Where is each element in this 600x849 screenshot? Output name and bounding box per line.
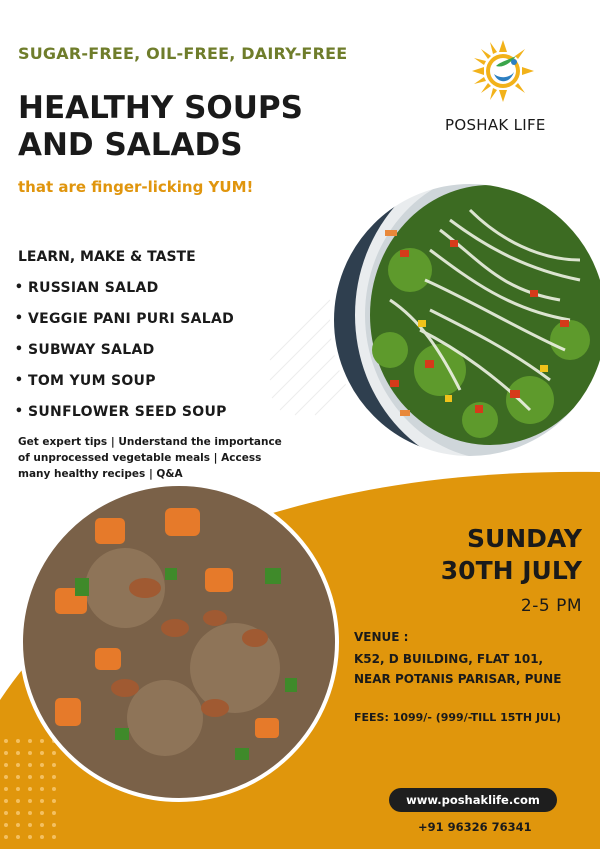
list-item-label: RUSSIAN SALAD <box>28 280 159 296</box>
description-line-1: Get expert tips | Understand the importance <box>18 436 282 448</box>
phone-number: +91 96326 76341 <box>418 820 532 834</box>
page-title <box>18 90 303 164</box>
list-item <box>10 342 234 373</box>
list-item-label: TOM YUM SOUP <box>28 373 156 389</box>
description-line-3: many healthy recipes | Q&A <box>18 468 183 480</box>
title-line-2: AND SALADS <box>18 127 243 163</box>
bullet: • <box>14 404 24 419</box>
list-item-label: SUBWAY SALAD <box>28 342 155 358</box>
fees: FEES: 1099/- (999/-TILL 15TH JUL) <box>354 711 562 724</box>
bullet: • <box>14 342 24 357</box>
list-item-label: VEGGIE PANI PURI SALAD <box>28 311 235 327</box>
event-day: SUNDAY <box>466 524 582 553</box>
soup-bowl-photo <box>15 478 343 806</box>
venue-address-line-2: NEAR POTANIS PARISAR, PUNE <box>354 672 562 686</box>
list-item <box>10 280 234 311</box>
brand-name: POSHAK LIFE <box>445 116 546 134</box>
event-date: 30TH JULY <box>440 556 582 585</box>
list-item-label: SUNFLOWER SEED SOUP <box>28 404 227 420</box>
venue-label: VENUE : <box>354 630 409 644</box>
recipe-list <box>10 280 234 435</box>
list-item <box>10 373 234 404</box>
subtitle: that are finger-licking YUM! <box>18 178 254 196</box>
venue-address-line-1: K52, D BUILDING, FLAT 101, <box>354 652 544 666</box>
description <box>18 434 293 482</box>
list-item <box>10 404 234 435</box>
bullet: • <box>14 373 24 388</box>
learn-heading: LEARN, MAKE & TASTE <box>18 249 196 265</box>
description-line-2: of unprocessed vegetable meals | Access <box>18 452 262 464</box>
diet-tagline: SUGAR-FREE, OIL-FREE, DAIRY-FREE <box>18 44 348 63</box>
list-item <box>10 311 234 342</box>
salad-bowl-photo <box>330 150 600 490</box>
bullet: • <box>14 311 24 326</box>
website-link[interactable]: www.poshaklife.com <box>389 788 557 812</box>
bullet: • <box>14 280 24 295</box>
event-time: 2-5 PM <box>520 596 582 616</box>
title-line-1: HEALTHY SOUPS <box>18 90 303 126</box>
sun-figure-logo-icon <box>470 38 536 104</box>
